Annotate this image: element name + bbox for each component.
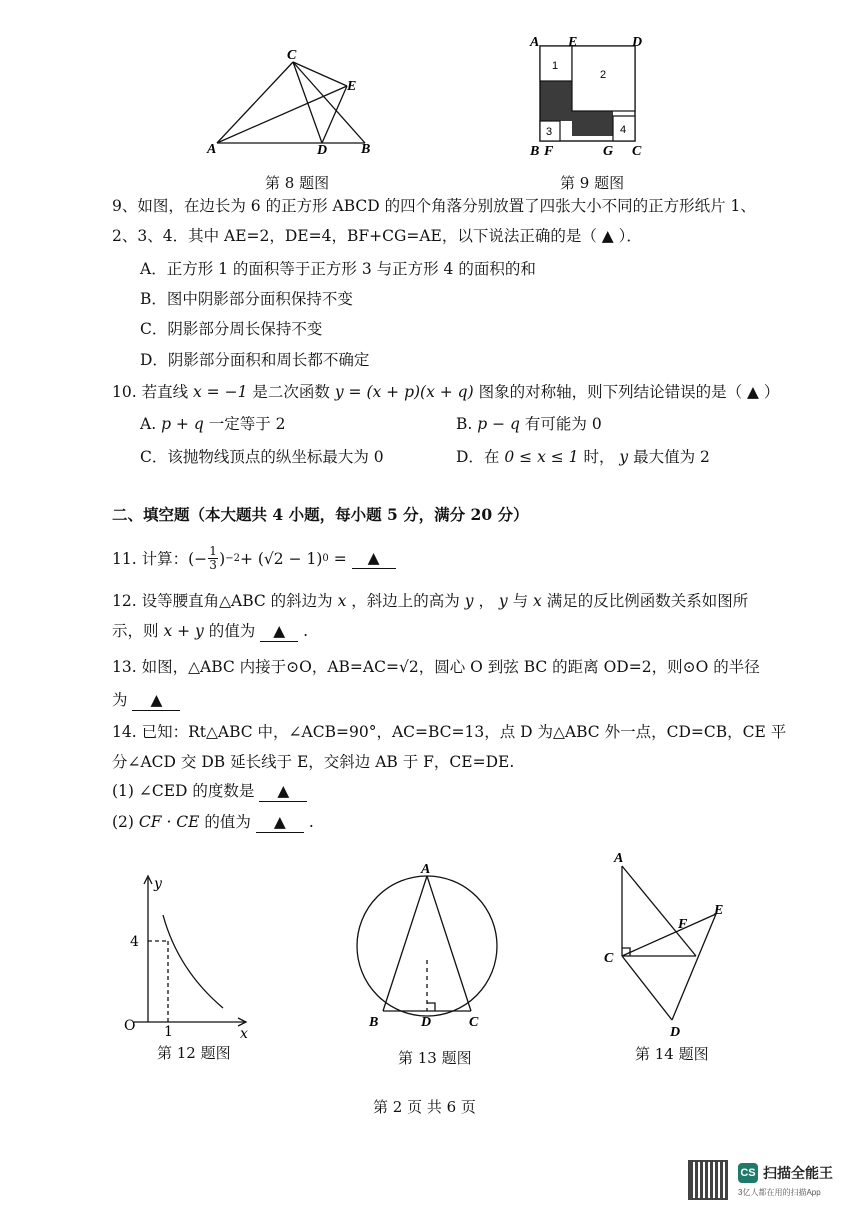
q13-line1 bbox=[112, 657, 760, 677]
fig8-label-d: D bbox=[317, 143, 328, 158]
cs-logo-icon: CS bbox=[738, 1163, 758, 1183]
q10-stem bbox=[112, 382, 779, 402]
q12-x-2: x bbox=[533, 592, 542, 610]
q12-y: y bbox=[464, 592, 474, 610]
q9-line2: 2、3、4．其中 AE=2，DE=4，BF+CG=AE，以下说法正确的是（ ▲ ）． bbox=[112, 227, 642, 245]
q11 bbox=[112, 545, 396, 572]
q13-line2-pre: 为 bbox=[112, 691, 128, 709]
q9-option-d: D．阴影部分面积和周长都不确定 bbox=[140, 351, 370, 369]
q13-answer-blank: ▲ bbox=[132, 690, 180, 711]
q14-sub2: (2) CF · CE 的值为 ▲ . bbox=[112, 813, 314, 831]
q10-option-d-y: y bbox=[619, 448, 629, 466]
q14-sub1-pre: (1) ∠CED 的度数是 bbox=[112, 782, 255, 800]
q10-option-b bbox=[456, 414, 602, 434]
fig12-x-axis-label: x bbox=[240, 1026, 248, 1040]
q12-y-2: y bbox=[498, 592, 508, 610]
watermark-brand: 扫描全能王 bbox=[763, 1165, 833, 1181]
fig13-label-a: A bbox=[421, 862, 431, 877]
fig9-label-c: C bbox=[632, 144, 642, 159]
q12-line2-post: 的值为 bbox=[208, 622, 256, 640]
figure-14-caption: 第 14 题图 bbox=[635, 1045, 709, 1063]
fig9-square-4: 4 bbox=[620, 124, 627, 136]
figure-12-graph bbox=[118, 870, 268, 1040]
fig14-label-c: C bbox=[604, 951, 614, 966]
section-2-heading: 二、填空题（本大题共 4 小题，每小题 5 分，满分 20 分） bbox=[112, 505, 529, 524]
fig9-label-d: D bbox=[632, 36, 643, 50]
fig12-origin-label: O bbox=[124, 1018, 136, 1034]
q10-option-a-math: p + q bbox=[161, 415, 204, 433]
q10-option-a bbox=[140, 414, 285, 434]
q10-option-d-pre: D．在 bbox=[456, 448, 500, 466]
q11-exp2: 0 bbox=[322, 552, 329, 564]
fig12-tick-4: 4 bbox=[130, 934, 139, 950]
fig8-label-c: C bbox=[287, 50, 297, 63]
q11-fraction bbox=[208, 545, 218, 572]
q10-option-a-label: A. bbox=[140, 415, 157, 433]
q14-sub2-math: CF · CE bbox=[138, 813, 200, 831]
q10-stem-mid: 是二次函数 bbox=[252, 383, 330, 401]
q13-line1-post: ，圆心 O 到弦 BC 的距离 OD=2，则⊙O 的半径 bbox=[418, 658, 760, 676]
fig9-label-g: G bbox=[603, 144, 614, 159]
q10-stem-eq: x = −1 bbox=[193, 383, 248, 401]
page-footer: 第 2 页 共 6 页 bbox=[373, 1098, 476, 1116]
q10-stem-pre: 10. 若直线 bbox=[112, 383, 189, 401]
figure-8-caption: 第 8 题图 bbox=[265, 174, 330, 192]
q10-option-b-math: p − q bbox=[477, 415, 520, 433]
scanner-watermark bbox=[688, 1160, 856, 1204]
q14-sub1 bbox=[112, 781, 307, 802]
watermark-tagline: 3亿人都在用的扫描App bbox=[738, 1188, 821, 1197]
q10-stem-post: 图象的对称轴，则下列结论错误的是（ ▲ ） bbox=[478, 383, 780, 401]
q12-answer-blank: ▲ bbox=[260, 621, 298, 642]
fig9-label-f: F bbox=[544, 144, 554, 159]
figure-13-caption: 第 13 题图 bbox=[398, 1049, 472, 1067]
q12-xy: x + y bbox=[163, 622, 204, 640]
q10-option-a-text: 一定等于 2 bbox=[208, 415, 286, 433]
fig9-square-3: 3 bbox=[546, 126, 553, 138]
q9-option-c: C．阴影部分周长保持不变 bbox=[140, 320, 323, 338]
q10-option-b-text: 有可能为 0 bbox=[524, 415, 602, 433]
q13-sqrt: √2 bbox=[398, 658, 419, 676]
fig13-label-c: C bbox=[469, 1015, 479, 1030]
figure-13 bbox=[350, 860, 510, 1032]
q14-sub2-answer-blank: ▲ bbox=[256, 812, 304, 833]
figure-14 bbox=[600, 848, 730, 1040]
q10-stem-fn: y = (x + p)(x + q) bbox=[334, 383, 474, 401]
fig13-label-b: B bbox=[369, 1015, 379, 1030]
q12-line1-post: 与 bbox=[512, 592, 529, 610]
q12-line1-end: 满足的反比例函数关系如图所 bbox=[546, 592, 749, 610]
q11-prefix: 11. 计算： bbox=[112, 549, 189, 568]
q10-option-d-mid: 时， bbox=[583, 448, 615, 466]
figure-8-diagram bbox=[205, 50, 380, 160]
q10-option-c: C．该抛物线顶点的纵坐标最大为 0 bbox=[140, 448, 384, 466]
q10-option-d-math: 0 ≤ x ≤ 1 bbox=[504, 448, 579, 466]
q11-exp1: −2 bbox=[225, 552, 240, 564]
fig12-y-axis-label: y bbox=[154, 876, 162, 892]
q14-sub2-post: 的值为 bbox=[204, 813, 251, 831]
figure-13-diagram bbox=[350, 860, 510, 1032]
figure-14-diagram bbox=[600, 848, 730, 1040]
fig8-label-b: B bbox=[361, 142, 371, 157]
q12-line2-pre: 示，则 bbox=[112, 622, 159, 640]
figure-9-diagram bbox=[528, 36, 648, 160]
q11-expr3: + (√2 − 1) bbox=[239, 549, 323, 568]
q11-frac-den: 3 bbox=[209, 558, 217, 572]
fig8-label-a: A bbox=[207, 142, 217, 157]
q12-line1-mid: ，斜边上的高为 bbox=[351, 592, 460, 610]
fig14-label-f: F bbox=[678, 917, 688, 932]
q11-answer-blank: ▲ bbox=[352, 548, 396, 569]
fig9-square-1: 1 bbox=[552, 60, 559, 72]
fig8-label-e: E bbox=[347, 79, 357, 94]
fig9-label-b: B bbox=[530, 144, 540, 159]
q12-line1-pre: 12. 设等腰直角△ABC 的斜边为 bbox=[112, 592, 333, 610]
fig9-label-e: E bbox=[568, 36, 578, 50]
q12-line1 bbox=[112, 591, 748, 611]
q9-option-b: B．图中阴影部分面积保持不变 bbox=[140, 290, 353, 308]
q10-option-b-label: B. bbox=[456, 415, 473, 433]
q14-line2: 分∠ACD 交 DB 延长线于 E，交斜边 AB 于 F，CE=DE. bbox=[112, 753, 515, 771]
figure-12-caption: 第 12 题图 bbox=[157, 1044, 231, 1062]
q12-line1-mid2: ， bbox=[478, 592, 494, 610]
q10-option-d-post: 最大值为 2 bbox=[633, 448, 710, 466]
fig13-label-d: D bbox=[421, 1015, 432, 1030]
q11-open: (− bbox=[188, 549, 208, 568]
q9-line1: 9、如图，在边长为 6 的正方形 ABCD 的四个角落分别放置了四张大小不同的正方形纸片 1、 bbox=[112, 197, 756, 215]
q9-option-a: A．正方形 1 的面积等于正方形 3 与正方形 4 的面积的和 bbox=[140, 260, 536, 278]
q14-line1: 14. 已知：Rt△ABC 中，∠ACB=90°，AC=BC=13，点 D 为△ABC 外一点，CD=CB，CE 平 bbox=[112, 723, 787, 741]
fig14-label-e: E bbox=[714, 903, 724, 918]
fig14-label-d: D bbox=[670, 1025, 681, 1040]
q11-close: ) bbox=[219, 549, 226, 568]
q14-sub1-answer-blank: ▲ bbox=[259, 781, 307, 802]
qr-code-icon bbox=[688, 1160, 728, 1200]
q11-eq: = bbox=[328, 549, 352, 568]
q12-line2: 示，则 x + y 的值为 ▲ . bbox=[112, 622, 309, 640]
q11-frac-num: 1 bbox=[209, 544, 217, 558]
fig9-square-2: 2 bbox=[600, 69, 607, 81]
fig14-label-a: A bbox=[614, 851, 624, 866]
figure-9-caption: 第 9 题图 bbox=[560, 174, 625, 192]
figure-9 bbox=[528, 36, 648, 160]
q13-line2 bbox=[112, 690, 180, 711]
figure-8 bbox=[205, 50, 380, 160]
q14-sub2-pre: (2) bbox=[112, 813, 134, 831]
q10-option-d bbox=[456, 447, 710, 467]
figure-12 bbox=[118, 870, 268, 1040]
q12-x: x bbox=[337, 592, 347, 610]
fig9-label-a: A bbox=[530, 36, 540, 50]
fig12-tick-1: 1 bbox=[164, 1024, 173, 1040]
q13-line1-pre: 13. 如图，△ABC 内接于⊙O，AB=AC= bbox=[112, 658, 399, 676]
